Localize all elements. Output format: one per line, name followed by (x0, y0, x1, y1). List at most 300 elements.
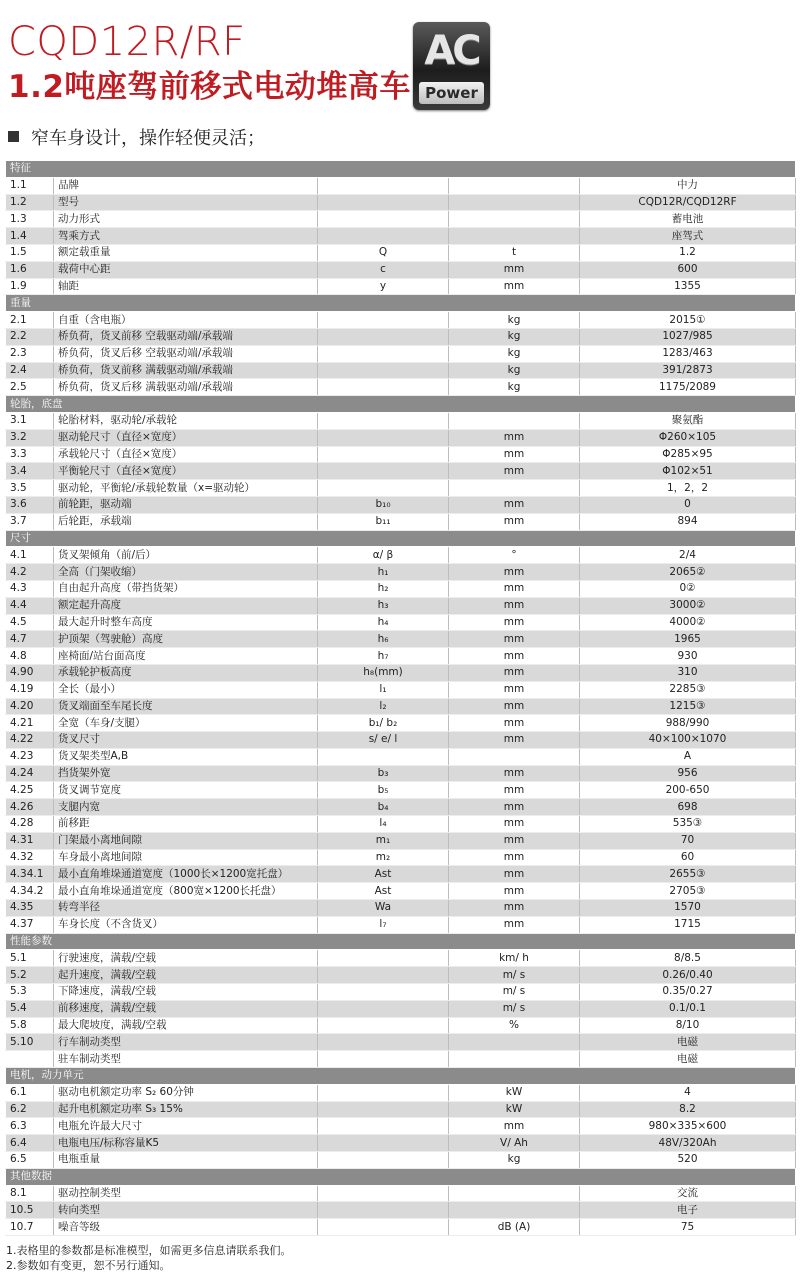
row-label: 转向类型 (54, 1202, 318, 1219)
table-row (6, 916, 796, 933)
row-symbol: b₄ (318, 799, 449, 816)
row-value: 1215③ (580, 698, 796, 715)
row-symbol: α/ β (318, 547, 449, 564)
row-label: 承载轮尺寸（直径×宽度） (54, 446, 318, 463)
row-label: 动力形式 (54, 211, 318, 228)
row-value: 2655③ (580, 866, 796, 883)
row-code: 4.8 (6, 648, 54, 665)
row-symbol (318, 1219, 449, 1236)
feature-line (8, 126, 265, 152)
table-row (6, 1135, 796, 1152)
row-unit (449, 177, 580, 194)
row-unit: mm (449, 866, 580, 883)
row-label: 全长（最小） (54, 681, 318, 698)
table-row (6, 463, 796, 480)
row-symbol: h₄ (318, 614, 449, 631)
table-row (6, 194, 796, 211)
table-row (6, 513, 796, 530)
row-symbol (318, 967, 449, 984)
row-label: 驱动电机额定功率 S₂ 60分钟 (54, 1084, 318, 1101)
row-value: 520 (580, 1152, 796, 1169)
table-row (6, 748, 796, 765)
table-row (6, 765, 796, 782)
row-unit: mm (449, 849, 580, 866)
row-symbol: h₆ (318, 631, 449, 648)
row-unit: kg (449, 362, 580, 379)
row-code: 3.7 (6, 513, 54, 530)
row-label: 货叉架类型A,B (54, 748, 318, 765)
spec-table (5, 160, 796, 1236)
row-symbol: l₁ (318, 681, 449, 698)
row-unit: mm (449, 261, 580, 278)
row-value: 4 (580, 1084, 796, 1101)
row-value: 0.1/0.1 (580, 1000, 796, 1017)
row-unit: kg (449, 328, 580, 345)
row-symbol (318, 748, 449, 765)
row-symbol (318, 1051, 449, 1068)
row-code: 8.1 (6, 1185, 54, 1202)
row-code: 6.1 (6, 1084, 54, 1101)
row-code: 4.26 (6, 799, 54, 816)
row-unit: mm (449, 597, 580, 614)
row-symbol: h₇ (318, 648, 449, 665)
row-value: 698 (580, 799, 796, 816)
row-symbol: l₂ (318, 698, 449, 715)
row-value: 2015① (580, 312, 796, 329)
row-code: 4.1 (6, 547, 54, 564)
row-symbol (318, 429, 449, 446)
row-unit: kW (449, 1101, 580, 1118)
table-row (6, 228, 796, 245)
row-value: 2705③ (580, 883, 796, 900)
row-symbol: b₅ (318, 782, 449, 799)
row-unit (449, 1185, 580, 1202)
row-unit: mm (449, 782, 580, 799)
row-code: 6.3 (6, 1118, 54, 1135)
row-value: 1715 (580, 916, 796, 933)
row-label: 自重（含电瓶） (54, 312, 318, 329)
row-code: 2.2 (6, 328, 54, 345)
row-value: Φ285×95 (580, 446, 796, 463)
row-value: 3000② (580, 597, 796, 614)
row-code: 3.1 (6, 412, 54, 429)
row-label: 最大起升时整车高度 (54, 614, 318, 631)
row-value: A (580, 748, 796, 765)
row-label: 承载轮护板高度 (54, 664, 318, 681)
row-value: 4000② (580, 614, 796, 631)
section-title: 轮胎，底盘 (6, 396, 796, 413)
row-unit: mm (449, 513, 580, 530)
table-row (6, 480, 796, 497)
row-value: 60 (580, 849, 796, 866)
row-code: 4.37 (6, 916, 54, 933)
row-unit: mm (449, 278, 580, 295)
row-value: CQD12R/CQD12RF (580, 194, 796, 211)
row-code: 4.25 (6, 782, 54, 799)
row-symbol: h₂ (318, 580, 449, 597)
table-row (6, 244, 796, 261)
row-unit: mm (449, 1118, 580, 1135)
table-row (6, 799, 796, 816)
row-code: 5.8 (6, 1017, 54, 1034)
row-symbol: l₇ (318, 916, 449, 933)
table-row (6, 1219, 796, 1236)
row-unit: km/ h (449, 950, 580, 967)
row-symbol: b₃ (318, 765, 449, 782)
row-code: 4.19 (6, 681, 54, 698)
row-code: 4.5 (6, 614, 54, 631)
row-unit: mm (449, 900, 580, 917)
row-value: 0 (580, 496, 796, 513)
row-unit (449, 748, 580, 765)
table-row (6, 849, 796, 866)
row-value: 200-650 (580, 782, 796, 799)
row-label: 驻车制动类型 (54, 1051, 318, 1068)
row-value: 0.26/0.40 (580, 967, 796, 984)
row-value: 980×335×600 (580, 1118, 796, 1135)
row-code: 4.24 (6, 765, 54, 782)
section-title: 重量 (6, 295, 796, 312)
row-unit: mm (449, 429, 580, 446)
row-symbol: Ast (318, 866, 449, 883)
row-symbol (318, 328, 449, 345)
table-row (6, 496, 796, 513)
row-value: 蓄电池 (580, 211, 796, 228)
row-code: 2.1 (6, 312, 54, 329)
row-unit: m/ s (449, 967, 580, 984)
row-code: 6.5 (6, 1152, 54, 1169)
row-label: 驾乘方式 (54, 228, 318, 245)
row-symbol (318, 211, 449, 228)
row-code: 10.5 (6, 1202, 54, 1219)
row-code: 4.28 (6, 816, 54, 833)
row-value: 1570 (580, 900, 796, 917)
row-code: 4.34.1 (6, 866, 54, 883)
row-unit: t (449, 244, 580, 261)
row-label: 自由起升高度（带挡货架） (54, 580, 318, 597)
row-code: 10.7 (6, 1219, 54, 1236)
row-value: 48V/320Ah (580, 1135, 796, 1152)
row-unit: dB (A) (449, 1219, 580, 1236)
row-value: 310 (580, 664, 796, 681)
row-value: Φ102×51 (580, 463, 796, 480)
row-unit (449, 480, 580, 497)
row-unit: kg (449, 312, 580, 329)
row-symbol (318, 362, 449, 379)
row-value: 1027/985 (580, 328, 796, 345)
row-unit: mm (449, 564, 580, 581)
row-label: 平衡轮尺寸（直径×宽度） (54, 463, 318, 480)
row-value: 8.2 (580, 1101, 796, 1118)
row-symbol (318, 177, 449, 194)
table-row (6, 177, 796, 194)
row-code (6, 1051, 54, 1068)
row-value: 2065② (580, 564, 796, 581)
row-value: 1.2 (580, 244, 796, 261)
row-symbol (318, 1084, 449, 1101)
row-symbol: Wa (318, 900, 449, 917)
row-value: 0② (580, 580, 796, 597)
table-row (6, 782, 796, 799)
table-row (6, 379, 796, 396)
table-row (6, 1051, 796, 1068)
row-unit (449, 211, 580, 228)
row-symbol (318, 1135, 449, 1152)
row-symbol (318, 1118, 449, 1135)
section-title: 其他数据 (6, 1168, 796, 1185)
row-symbol (318, 446, 449, 463)
row-symbol: y (318, 278, 449, 295)
row-label: 最小直角堆垛通道宽度（800宽×1200长托盘） (54, 883, 318, 900)
section-header (6, 295, 796, 312)
row-code: 5.3 (6, 984, 54, 1001)
row-symbol (318, 984, 449, 1001)
row-value: 交流 (580, 1185, 796, 1202)
footnotes (6, 1243, 292, 1273)
footnote-1: 1.表格里的参数都是标准模型，如需更多信息请联系我们。 (6, 1244, 292, 1257)
row-label: 行车制动类型 (54, 1034, 318, 1051)
table-row (6, 362, 796, 379)
bullet-square-icon (8, 131, 19, 142)
row-symbol (318, 1202, 449, 1219)
row-label: 车身长度（不含货叉） (54, 916, 318, 933)
row-label: 额定起升高度 (54, 597, 318, 614)
row-value: 988/990 (580, 715, 796, 732)
row-unit: mm (449, 732, 580, 749)
table-row (6, 580, 796, 597)
row-symbol (318, 1034, 449, 1051)
row-code: 1.6 (6, 261, 54, 278)
row-value: 座驾式 (580, 228, 796, 245)
table-row (6, 732, 796, 749)
row-value: 1，2，2 (580, 480, 796, 497)
row-symbol (318, 1101, 449, 1118)
feature-text: 窄车身设计，操作轻便灵活； (31, 128, 265, 149)
section-title: 特征 (6, 161, 796, 178)
table-row (6, 429, 796, 446)
table-row (6, 664, 796, 681)
row-label: 驱动轮，平衡轮/承载轮数量（x=驱动轮） (54, 480, 318, 497)
row-label: 品牌 (54, 177, 318, 194)
row-label: 轮胎材料，驱动轮/承载轮 (54, 412, 318, 429)
row-label: 最小直角堆垛通道宽度（1000长×1200宽托盘） (54, 866, 318, 883)
row-code: 4.32 (6, 849, 54, 866)
row-label: 货叉调节宽度 (54, 782, 318, 799)
row-code: 3.5 (6, 480, 54, 497)
table-row (6, 211, 796, 228)
row-code: 4.22 (6, 732, 54, 749)
row-unit: mm (449, 916, 580, 933)
table-row (6, 564, 796, 581)
footnote-2: 2.参数如有变更，恕不另行通知。 (6, 1259, 171, 1272)
table-row (6, 1118, 796, 1135)
row-code: 3.4 (6, 463, 54, 480)
row-symbol (318, 480, 449, 497)
row-label: 支腿内宽 (54, 799, 318, 816)
row-symbol (318, 463, 449, 480)
row-label: 起升速度，满载/空载 (54, 967, 318, 984)
row-symbol: b₁/ b₂ (318, 715, 449, 732)
row-unit: kW (449, 1084, 580, 1101)
table-row (6, 1152, 796, 1169)
row-symbol (318, 312, 449, 329)
row-value: 8/8.5 (580, 950, 796, 967)
section-header (6, 933, 796, 950)
table-row (6, 648, 796, 665)
section-header (6, 1068, 796, 1085)
table-row (6, 715, 796, 732)
section-header (6, 1168, 796, 1185)
row-value: 2/4 (580, 547, 796, 564)
row-value: 中力 (580, 177, 796, 194)
row-unit: mm (449, 614, 580, 631)
row-value: 聚氨酯 (580, 412, 796, 429)
row-label: 座椅面/站台面高度 (54, 648, 318, 665)
row-label: 电瓶重量 (54, 1152, 318, 1169)
row-unit: mm (449, 765, 580, 782)
row-unit: mm (449, 631, 580, 648)
table-row (6, 698, 796, 715)
row-code: 5.10 (6, 1034, 54, 1051)
row-value: 391/2873 (580, 362, 796, 379)
row-code: 5.2 (6, 967, 54, 984)
table-row (6, 412, 796, 429)
row-symbol (318, 1000, 449, 1017)
row-code: 6.4 (6, 1135, 54, 1152)
row-label: 全高（门架收缩） (54, 564, 318, 581)
row-value: 1355 (580, 278, 796, 295)
row-symbol: h₈(mm) (318, 664, 449, 681)
row-symbol (318, 379, 449, 396)
row-symbol: h₁ (318, 564, 449, 581)
row-value: 电磁 (580, 1034, 796, 1051)
row-unit (449, 412, 580, 429)
row-symbol (318, 412, 449, 429)
row-symbol (318, 345, 449, 362)
table-row (6, 681, 796, 698)
row-unit: kg (449, 345, 580, 362)
row-label: 电瓶电压/标称容量K5 (54, 1135, 318, 1152)
row-label: 后轮距，承载端 (54, 513, 318, 530)
table-row (6, 1101, 796, 1118)
ac-power-logo (413, 22, 490, 110)
row-code: 1.3 (6, 211, 54, 228)
row-label: 驱动轮尺寸（直径×宽度） (54, 429, 318, 446)
row-code: 4.2 (6, 564, 54, 581)
row-symbol: b₁₁ (318, 513, 449, 530)
row-code: 4.7 (6, 631, 54, 648)
table-row (6, 597, 796, 614)
row-label: 前移速度，满载/空载 (54, 1000, 318, 1017)
row-label: 载荷中心距 (54, 261, 318, 278)
table-row (6, 832, 796, 849)
row-unit (449, 1051, 580, 1068)
section-header (6, 396, 796, 413)
table-row (6, 547, 796, 564)
row-unit (449, 194, 580, 211)
row-code: 3.3 (6, 446, 54, 463)
row-unit: mm (449, 698, 580, 715)
row-code: 4.31 (6, 832, 54, 849)
table-row (6, 984, 796, 1001)
row-label: 护顶架（驾驶舱）高度 (54, 631, 318, 648)
row-label: 额定载重量 (54, 244, 318, 261)
row-symbol: m₂ (318, 849, 449, 866)
row-value: 600 (580, 261, 796, 278)
table-row (6, 1202, 796, 1219)
badge-power-text: Power (419, 82, 484, 104)
section-header (6, 530, 796, 547)
row-value: 电子 (580, 1202, 796, 1219)
row-label: 全宽（车身/支腿） (54, 715, 318, 732)
row-unit: mm (449, 799, 580, 816)
table-row (6, 446, 796, 463)
row-symbol: h₃ (318, 597, 449, 614)
row-label: 桥负荷，货叉后移 满载驱动端/承载端 (54, 379, 318, 396)
row-label: 桥负荷，货叉后移 空载驱动端/承载端 (54, 345, 318, 362)
table-row (6, 883, 796, 900)
row-code: 4.4 (6, 597, 54, 614)
model-name: CQD12R/RF (8, 19, 246, 65)
row-label: 桥负荷，货叉前移 满载驱动端/承载端 (54, 362, 318, 379)
row-symbol: c (318, 261, 449, 278)
row-symbol (318, 228, 449, 245)
row-unit: mm (449, 832, 580, 849)
row-code: 1.5 (6, 244, 54, 261)
row-symbol: b₁₀ (318, 496, 449, 513)
row-label: 起升电机额定功率 S₃ 15% (54, 1101, 318, 1118)
table-row (6, 1017, 796, 1034)
row-value: 930 (580, 648, 796, 665)
row-symbol: l₄ (318, 816, 449, 833)
section-header (6, 161, 796, 178)
table-row (6, 816, 796, 833)
row-unit (449, 1034, 580, 1051)
row-code: 4.90 (6, 664, 54, 681)
row-code: 4.3 (6, 580, 54, 597)
row-unit (449, 228, 580, 245)
row-value: 1283/463 (580, 345, 796, 362)
row-value: 0.35/0.27 (580, 984, 796, 1001)
row-value: 8/10 (580, 1017, 796, 1034)
row-label: 型号 (54, 194, 318, 211)
row-value: 535③ (580, 816, 796, 833)
row-value: 894 (580, 513, 796, 530)
row-label: 最大爬坡度，满载/空载 (54, 1017, 318, 1034)
row-label: 车身最小离地间隙 (54, 849, 318, 866)
row-code: 1.2 (6, 194, 54, 211)
table-row (6, 345, 796, 362)
row-label: 驱动控制类型 (54, 1185, 318, 1202)
row-value: 2285③ (580, 681, 796, 698)
row-label: 转弯半径 (54, 900, 318, 917)
row-unit: mm (449, 648, 580, 665)
row-code: 3.6 (6, 496, 54, 513)
row-code: 2.5 (6, 379, 54, 396)
row-unit: % (449, 1017, 580, 1034)
row-label: 前移距 (54, 816, 318, 833)
table-row (6, 1084, 796, 1101)
row-label: 轴距 (54, 278, 318, 295)
table-row (6, 967, 796, 984)
table-row (6, 1034, 796, 1051)
table-row (6, 1185, 796, 1202)
row-symbol (318, 1152, 449, 1169)
row-code: 6.2 (6, 1101, 54, 1118)
row-symbol: Q (318, 244, 449, 261)
section-title: 尺寸 (6, 530, 796, 547)
row-value: 75 (580, 1219, 796, 1236)
